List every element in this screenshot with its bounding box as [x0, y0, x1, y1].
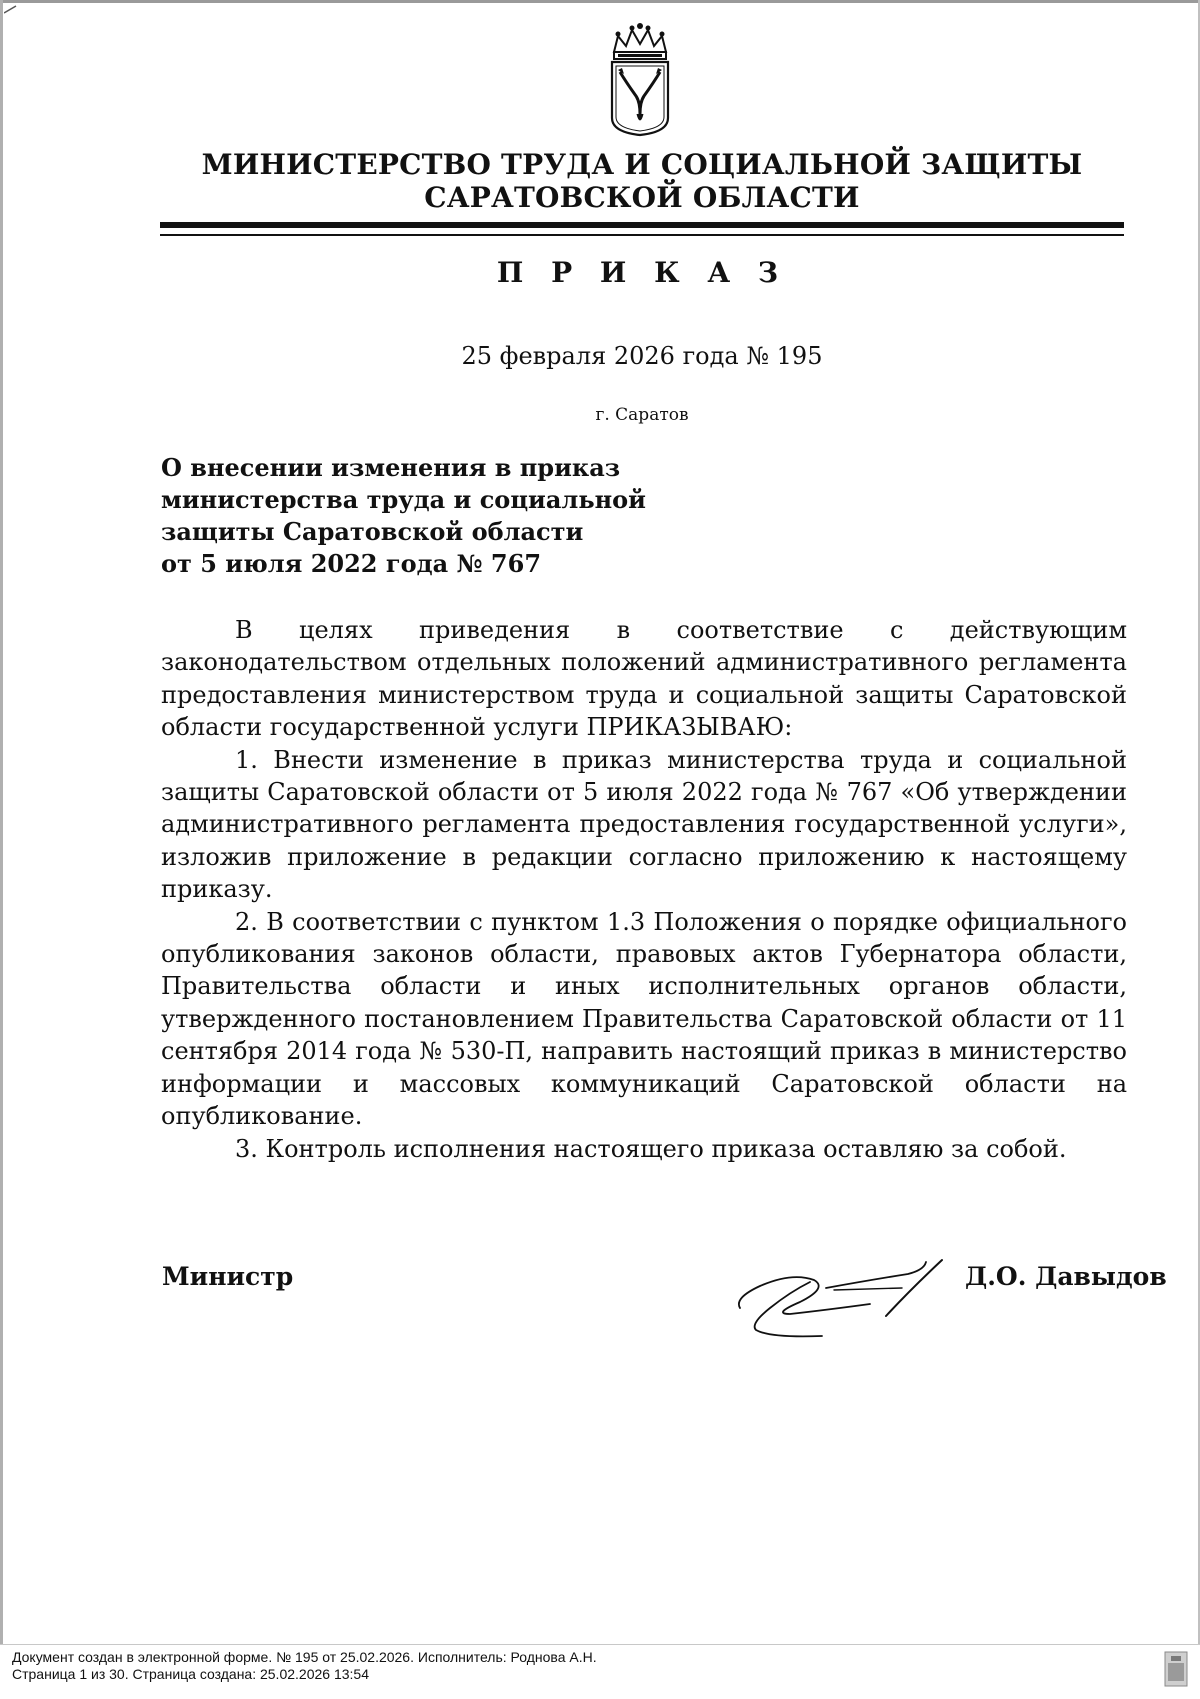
header-rule-thick [160, 222, 1124, 228]
ministry-name-line2: САРАТОВСКОЙ ОБЛАСТИ [424, 181, 860, 214]
page-corner-mark [4, 4, 18, 14]
body-paragraph: В целях приведения в соответствие с действующим законодательством отдельных положений административного регламента предоставления министерством труда и социальной защиты Саратовской области государственной услуги ПРИКАЗЫВАЮ: [161, 616, 1127, 742]
subject-line: от 5 июля 2022 года № 767 [161, 549, 542, 578]
signatory-role: Министр [162, 1262, 294, 1291]
signature-icon [730, 1250, 950, 1340]
document-subject [161, 452, 681, 580]
ministry-name-line1: МИНИСТЕРСТВО ТРУДА И СОЦИАЛЬНОЙ ЗАЩИТЫ [201, 148, 1083, 181]
document-city: г. Саратов [595, 405, 689, 425]
document-stamp-icon [1164, 1651, 1188, 1687]
body-paragraph: 1. Внести изменение в приказ министерства труда и социальной защиты Саратовской области от 5 июля 2022 года № 767 «Об утверждении административного регламента предоставления государственной услуги», изложив приложение в редакции согласно приложению к настоящему приказу. [161, 745, 1127, 904]
subject-line: защиты Саратовской области [161, 517, 584, 546]
ministry-name [160, 148, 1124, 214]
subject-line: министерства труда и социальной [161, 485, 646, 514]
coat-of-arms-icon [604, 22, 676, 138]
electronic-document-footer [0, 1644, 1200, 1699]
signatory-name: Д.О. Давыдов [965, 1262, 1167, 1291]
footer-line-1: Документ создан в электронной форме. № 195 от 25.02.2026. Исполнитель: Роднова А.Н. [12, 1649, 597, 1665]
document-date-number: 25 февраля 2026 года № 195 [461, 342, 823, 370]
footer-line-2: Страница 1 из 30. Страница создана: 25.02.2026 13:54 [12, 1666, 369, 1682]
body-paragraph: 2. В соответствии с пунктом 1.3 Положения о порядке официального опубликования законов области, правовых актов Губернатора области, Правительства области и иных исполнительных органов области, утвержденного постановлением Правительства Саратовской области от 11 сентября 2014 года № 530-П, направить настоящий приказ в министерство информации и массовых коммуникаций Саратовской области на опубликование. [161, 907, 1127, 1131]
header-rule-thin [160, 234, 1124, 236]
document-body [161, 614, 1127, 1165]
scan-edge-top [0, 0, 1200, 3]
scan-edge-left [0, 0, 3, 1698]
body-paragraph: 3. Контроль исполнения настоящего приказа оставляю за собой. [235, 1134, 1067, 1163]
document-title: П Р И К А З [496, 256, 788, 289]
subject-line: О внесении изменения в приказ [161, 453, 621, 482]
